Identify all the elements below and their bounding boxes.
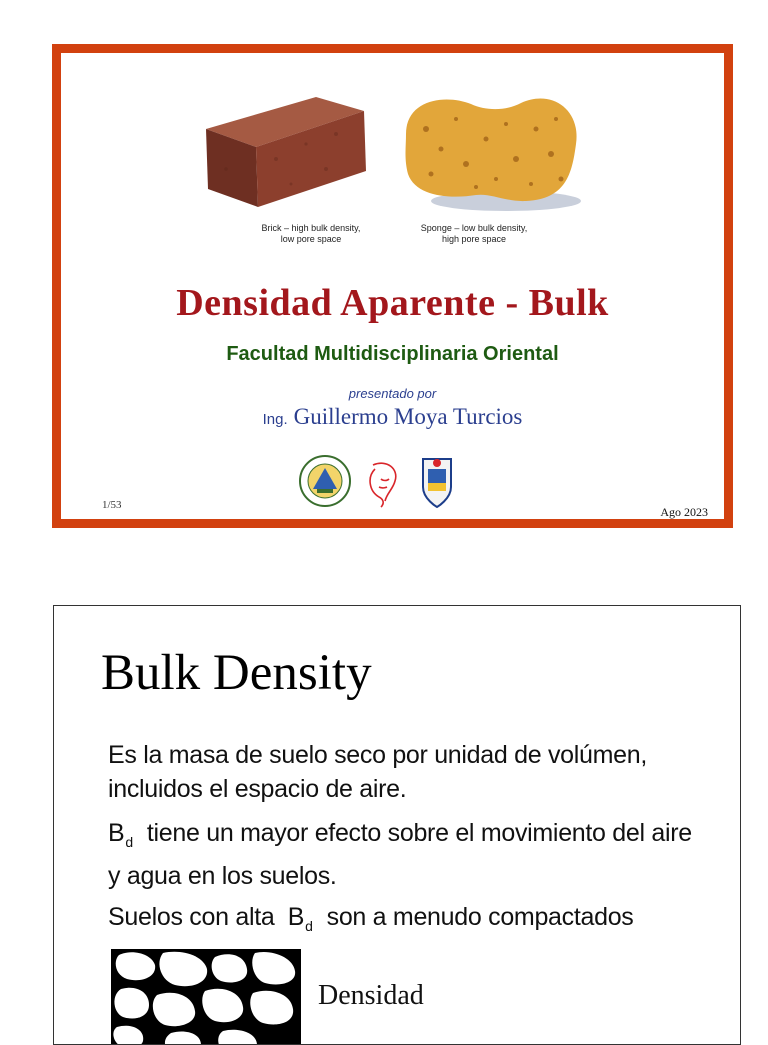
portrait-sketch-icon bbox=[370, 463, 396, 507]
presentation-date: Ago 2023 bbox=[660, 505, 708, 519]
definition-line-1: Es la masa de suelo seco por unidad de volúmen, bbox=[108, 741, 648, 769]
brick-image bbox=[196, 89, 376, 209]
compaction-text-end: son a menudo compactados bbox=[326, 903, 634, 931]
institution-logos bbox=[295, 451, 465, 511]
faculty-name: Facultad Multidisciplinaria Oriental bbox=[226, 343, 559, 365]
brick-sponge-photo bbox=[186, 79, 586, 269]
brick-caption bbox=[246, 223, 376, 245]
effect-line-1 bbox=[108, 816, 692, 859]
presenter bbox=[61, 404, 724, 430]
slide-title: Densidad Aparente - Bulk bbox=[176, 282, 609, 324]
title-slide bbox=[52, 44, 733, 528]
compaction-text-start: Suelos con alta bbox=[108, 903, 275, 931]
sponge-image bbox=[396, 89, 586, 219]
presented-by-label: presentado por bbox=[348, 386, 437, 401]
bd-subscript-2: d bbox=[305, 918, 313, 934]
compaction-paragraph bbox=[108, 900, 634, 943]
effect-line-1-text: tiene un mayor efecto sobre el movimiento del aire bbox=[146, 819, 692, 847]
sponge-caption-line-2: high pore space bbox=[441, 234, 507, 244]
compaction-line bbox=[108, 900, 634, 943]
presenter-prefix: Ing. bbox=[262, 411, 288, 428]
effect-line-2: y agua en los suelos. bbox=[108, 862, 337, 890]
national-seal-icon bbox=[300, 456, 350, 506]
slide-title: Bulk Density bbox=[101, 645, 372, 701]
presenter-name: Guillermo Moya Turcios bbox=[293, 404, 523, 429]
definition-paragraph bbox=[108, 738, 647, 806]
density-label: Densidad bbox=[318, 980, 424, 1011]
university-crest-icon bbox=[423, 459, 451, 507]
bd-symbol-2: B bbox=[287, 903, 305, 931]
definition-line-2: incluidos el espacio de aire. bbox=[108, 775, 407, 803]
bd-symbol: B bbox=[108, 819, 125, 847]
page-number: 1/53 bbox=[102, 499, 122, 511]
soil-grains-diagram bbox=[111, 949, 301, 1045]
bd-subscript: d bbox=[125, 834, 133, 850]
brick-caption-line-2: low pore space bbox=[280, 234, 342, 244]
bulk-density-slide bbox=[53, 605, 741, 1045]
brick-caption-line-1: Brick – high bulk density, bbox=[261, 223, 361, 233]
sponge-caption bbox=[404, 223, 544, 245]
effect-paragraph bbox=[108, 816, 692, 893]
sponge-caption-line-1: Sponge – low bulk density, bbox=[420, 223, 528, 233]
